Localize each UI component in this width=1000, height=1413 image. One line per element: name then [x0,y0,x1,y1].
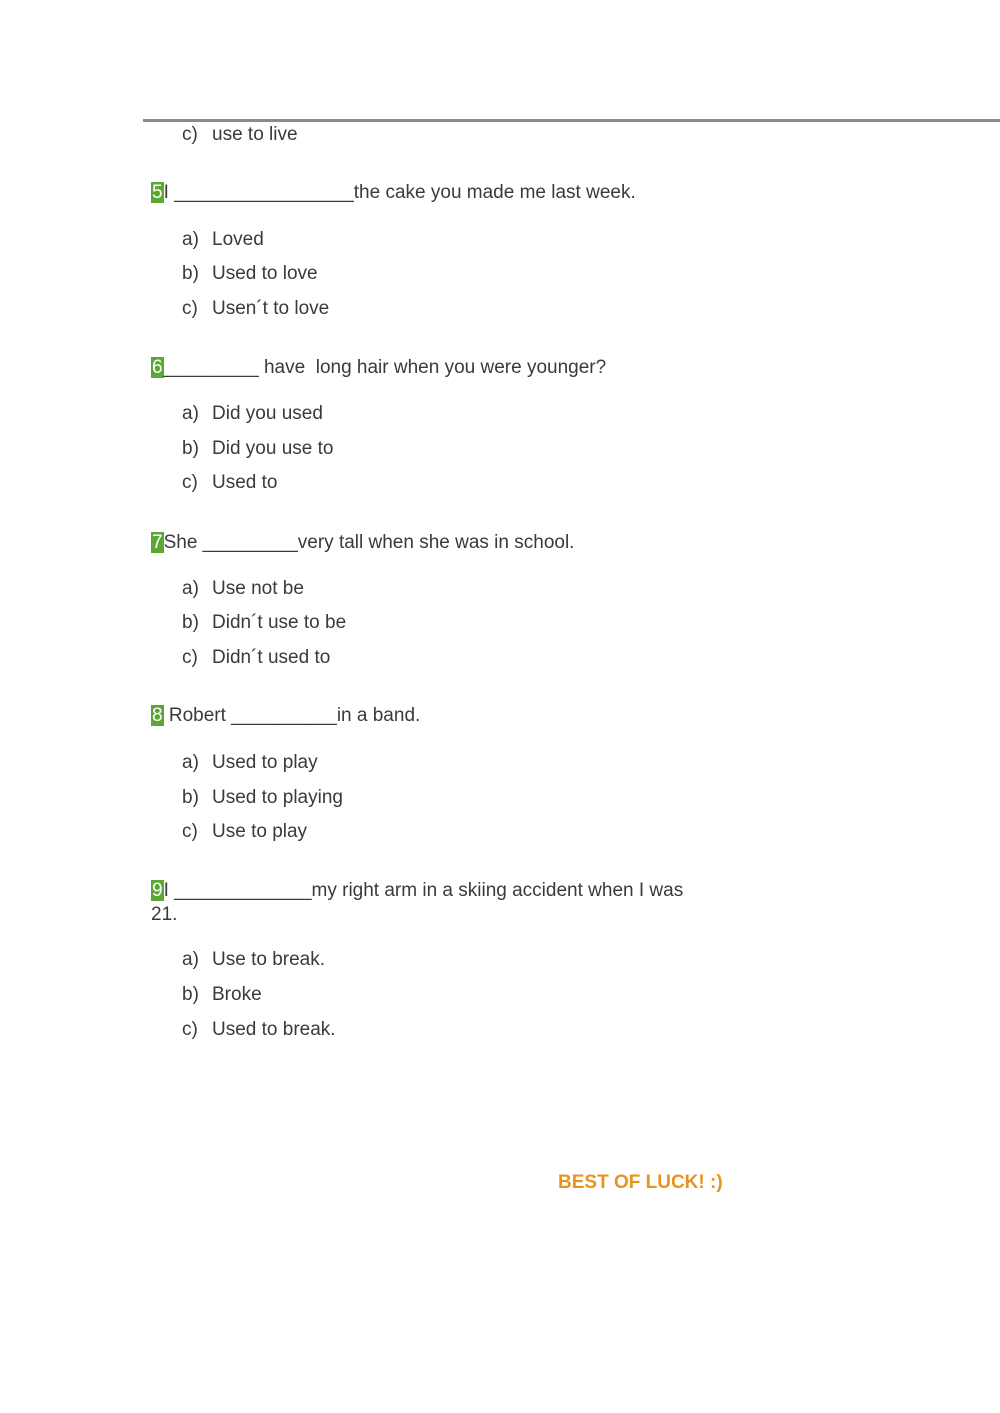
closing-message: BEST OF LUCK! :) [558,1172,723,1193]
question-7 [151,531,574,554]
question-9-continued [151,903,177,926]
question-prompt: Robert __________in a band. [163,705,421,726]
question-prompt-continued: 21. [151,904,178,925]
question-8-option-b[interactable] [182,787,343,809]
option-letter: a) [182,578,199,599]
option-text: Didn´t used to [212,647,331,668]
question-number-badge: 8 [152,705,163,726]
option-letter: c) [182,472,198,493]
question-6-option-c[interactable] [182,472,277,494]
option-letter: b) [182,787,199,808]
option-letter: c) [182,124,198,145]
question-prompt: She _________very tall when she was in school. [163,532,575,553]
option-text: Used to play [212,752,318,773]
option-text: Use not be [212,578,304,599]
question-8 [151,704,420,727]
option-text: Did you used [212,403,323,424]
question-7-option-c[interactable] [182,647,330,669]
option-letter: a) [182,403,199,424]
option-text: Used to [212,472,278,493]
question-9-option-c[interactable] [182,1019,336,1041]
question-5 [151,181,636,204]
question-5-option-a[interactable] [182,229,264,251]
option-letter: c) [182,647,198,668]
question-number-badge: 9 [152,880,163,901]
option-letter: a) [182,752,199,773]
question-6-option-a[interactable] [182,403,323,425]
option-letter: c) [182,821,198,842]
option-letter: b) [182,263,199,284]
option-letter: c) [182,1019,198,1040]
option-text: Usen´t to love [212,298,330,319]
option-letter: a) [182,229,199,250]
option-text: Used to break. [212,1019,336,1040]
top-rule [143,119,1000,122]
option-text: use to live [212,124,298,145]
question-6-option-b[interactable] [182,438,333,460]
option-text: Use to break. [212,949,325,970]
option-letter: b) [182,612,199,633]
question-7-option-b[interactable] [182,612,346,634]
question-prompt: _________ have long hair when you were younger? [163,357,607,378]
option-text: Broke [212,984,262,1005]
option-text: Used to playing [212,787,343,808]
question-9 [151,879,683,902]
question-9-option-b[interactable] [182,984,262,1006]
question-5-option-b[interactable] [182,263,318,285]
question-5-option-c[interactable] [182,298,329,320]
question-prompt: I _____________my right arm in a skiing accident when I was [163,880,684,901]
question-number-badge: 5 [152,182,163,203]
question-number-badge: 6 [152,357,163,378]
option-letter: b) [182,984,199,1005]
option-text: Did you use to [212,438,334,459]
option-text: Loved [212,229,264,250]
question-8-option-a[interactable] [182,752,318,774]
option-text: Use to play [212,821,308,842]
question-prompt: I _________________the cake you made me last week. [163,182,636,203]
option-letter: a) [182,949,199,970]
question-7-option-a[interactable] [182,578,304,600]
option-letter: c) [182,298,198,319]
option-text: Didn´t use to be [212,612,347,633]
question-8-option-c[interactable] [182,821,307,843]
carry-over-option[interactable] [182,124,298,146]
question-9-option-a[interactable] [182,949,325,971]
option-text: Used to love [212,263,318,284]
question-6 [151,356,606,379]
option-letter: b) [182,438,199,459]
question-number-badge: 7 [152,532,163,553]
